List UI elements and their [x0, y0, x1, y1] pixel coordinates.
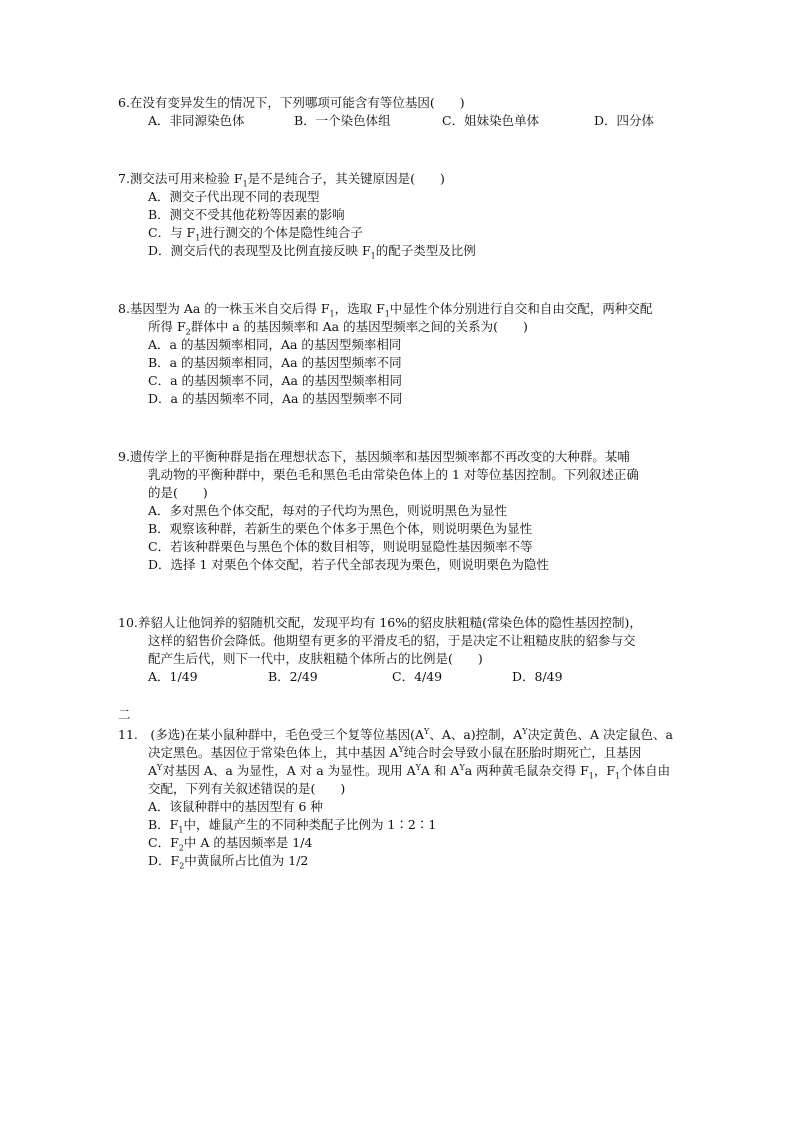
question-6-option-c: C．姐妹染色单体 [442, 113, 540, 128]
question-6-stem: 6.在没有变异发生的情况下，下列哪项可能含有等位基因( ) [118, 95, 465, 110]
question-8-stem-line-1: 8.基因型为 Aa 的一株玉米自交后得 $F_1$，选取 $F_1$中显性个体分别进行自交和自由交配，两种交配 [118, 301, 653, 319]
question-7-stem: 7.测交法可用来检验 $F_1$是不是纯合子，其关键原因是( ) [118, 171, 445, 189]
question-7-option-c: C．与 $F_1$进行测交的个体是隐性纯合子 [148, 225, 363, 243]
question-9-option-d: D．选择 1 对栗色个体交配，若子代全部表现为栗色，则说明栗色为隐性 [148, 557, 549, 572]
question-11-stem-line-4: 交配，下列有关叙述错误的是( ) [148, 781, 346, 796]
question-10 [118, 614, 708, 686]
question-9-stem-line-2: 乳动物的平衡种群中，栗色毛和黑色毛由常染色体上的 1 对等位基因控制。下列叙述正确 [148, 467, 639, 482]
question-7 [118, 170, 708, 260]
question-8-option-a: A．a 的基因频率相同，Aa 的基因型频率相同 [148, 337, 402, 352]
question-9 [118, 448, 708, 574]
question-10-option-b: B．2/49 [268, 669, 318, 684]
question-11-option-a: A．该鼠种群中的基因型有 6 种 [148, 799, 323, 814]
question-8 [118, 300, 708, 408]
question-9-option-b: B．观察该种群，若新生的栗色个体多于黑色个体，则说明栗色为显性 [148, 521, 533, 536]
question-11-option-d: D．$F_2$中黄鼠所占比值为 1/2 [148, 853, 309, 871]
question-6-options [118, 112, 708, 130]
question-10-option-a: A．1/49 [148, 669, 198, 684]
question-10-option-c: C．4/49 [392, 669, 443, 684]
question-8-option-d: D．a 的基因频率不同，Aa 的基因型频率不同 [148, 391, 403, 406]
question-6-option-a: A．非同源染色体 [148, 113, 245, 128]
question-9-option-a: A．多对黑色个体交配，每对的子代均为黑色，则说明黑色为显性 [148, 503, 508, 518]
question-11-option-b: B．$F_1$中，雄鼠产生的不同种类配子比例为 1∶2∶1 [148, 817, 437, 835]
question-6-option-d: D．四分体 [594, 113, 655, 128]
question-10-stem-line-1: 10.养貂人让他饲养的貂随机交配，发现平均有 16%的貂皮肤粗糙(常染色体的隐性基因控制)， [118, 615, 642, 630]
question-11-stem-line-3: $A^Y$对基因 A、a 为显性，A 对 a 为显性。现用 $A^YA$ 和 $A^Ya$ 两种黄毛鼠杂交得 $F_1$，$F_1$个体自由 [148, 762, 671, 781]
question-11-stem-line-1: 11. (多选)在某小鼠种群中，毛色受三个复等位基因($A^Y$、A、a)控制，$A^Y$决定黄色、A 决定鼠色、a [118, 726, 673, 742]
question-10-options [118, 668, 708, 686]
question-10-stem-line-3: 配产生后代，则下一代中，皮肤粗糙个体所占的比例是( ) [148, 651, 483, 666]
question-8-stem-line-2: 所得 $F_2$群体中 a 的基因频率和 Aa 的基因型频率之间的关系为( ) [148, 319, 528, 337]
question-8-option-b: B．a 的基因频率相同，Aa 的基因型频率不同 [148, 355, 402, 370]
question-11-option-c: C．$F_2$中 A 的基因频率是 1/4 [148, 835, 313, 853]
question-11-stem-line-2: 决定黑色。基因位于常染色体上，其中基因 $A^Y$纯合时会导致小鼠在胚胎时期死亡，且基因 [148, 744, 642, 760]
question-10-stem-line-2: 这样的貂售价会降低。他期望有更多的平滑皮毛的貂，于是决定不让粗糙皮肤的貂参与交 [148, 633, 636, 648]
question-9-stem-line-1: 9.遗传学上的平衡种群是指在理想状态下，基因频率和基因型频率都不再改变的大种群。某哺 [118, 449, 630, 464]
question-8-option-c: C．a 的基因频率不同，Aa 的基因型频率相同 [148, 373, 402, 388]
question-10-option-d: D．8/49 [512, 669, 563, 684]
question-7-option-a: A．测交子代出现不同的表现型 [148, 189, 320, 204]
question-6-option-b: B．一个染色体组 [294, 113, 391, 128]
section-heading: 二 [118, 707, 131, 722]
question-6 [118, 94, 708, 130]
question-7-option-d: D．测交后代的表现型及比例直接反映 $F_1$的配子类型及比例 [148, 243, 476, 261]
question-11 [118, 726, 708, 870]
question-9-stem-line-3: 的是( ) [148, 485, 208, 500]
question-7-option-b: B．测交不受其他花粉等因素的影响 [148, 207, 345, 222]
question-9-option-c: C．若该种群栗色与黑色个体的数目相等，则说明显隐性基因频率不等 [148, 539, 533, 554]
